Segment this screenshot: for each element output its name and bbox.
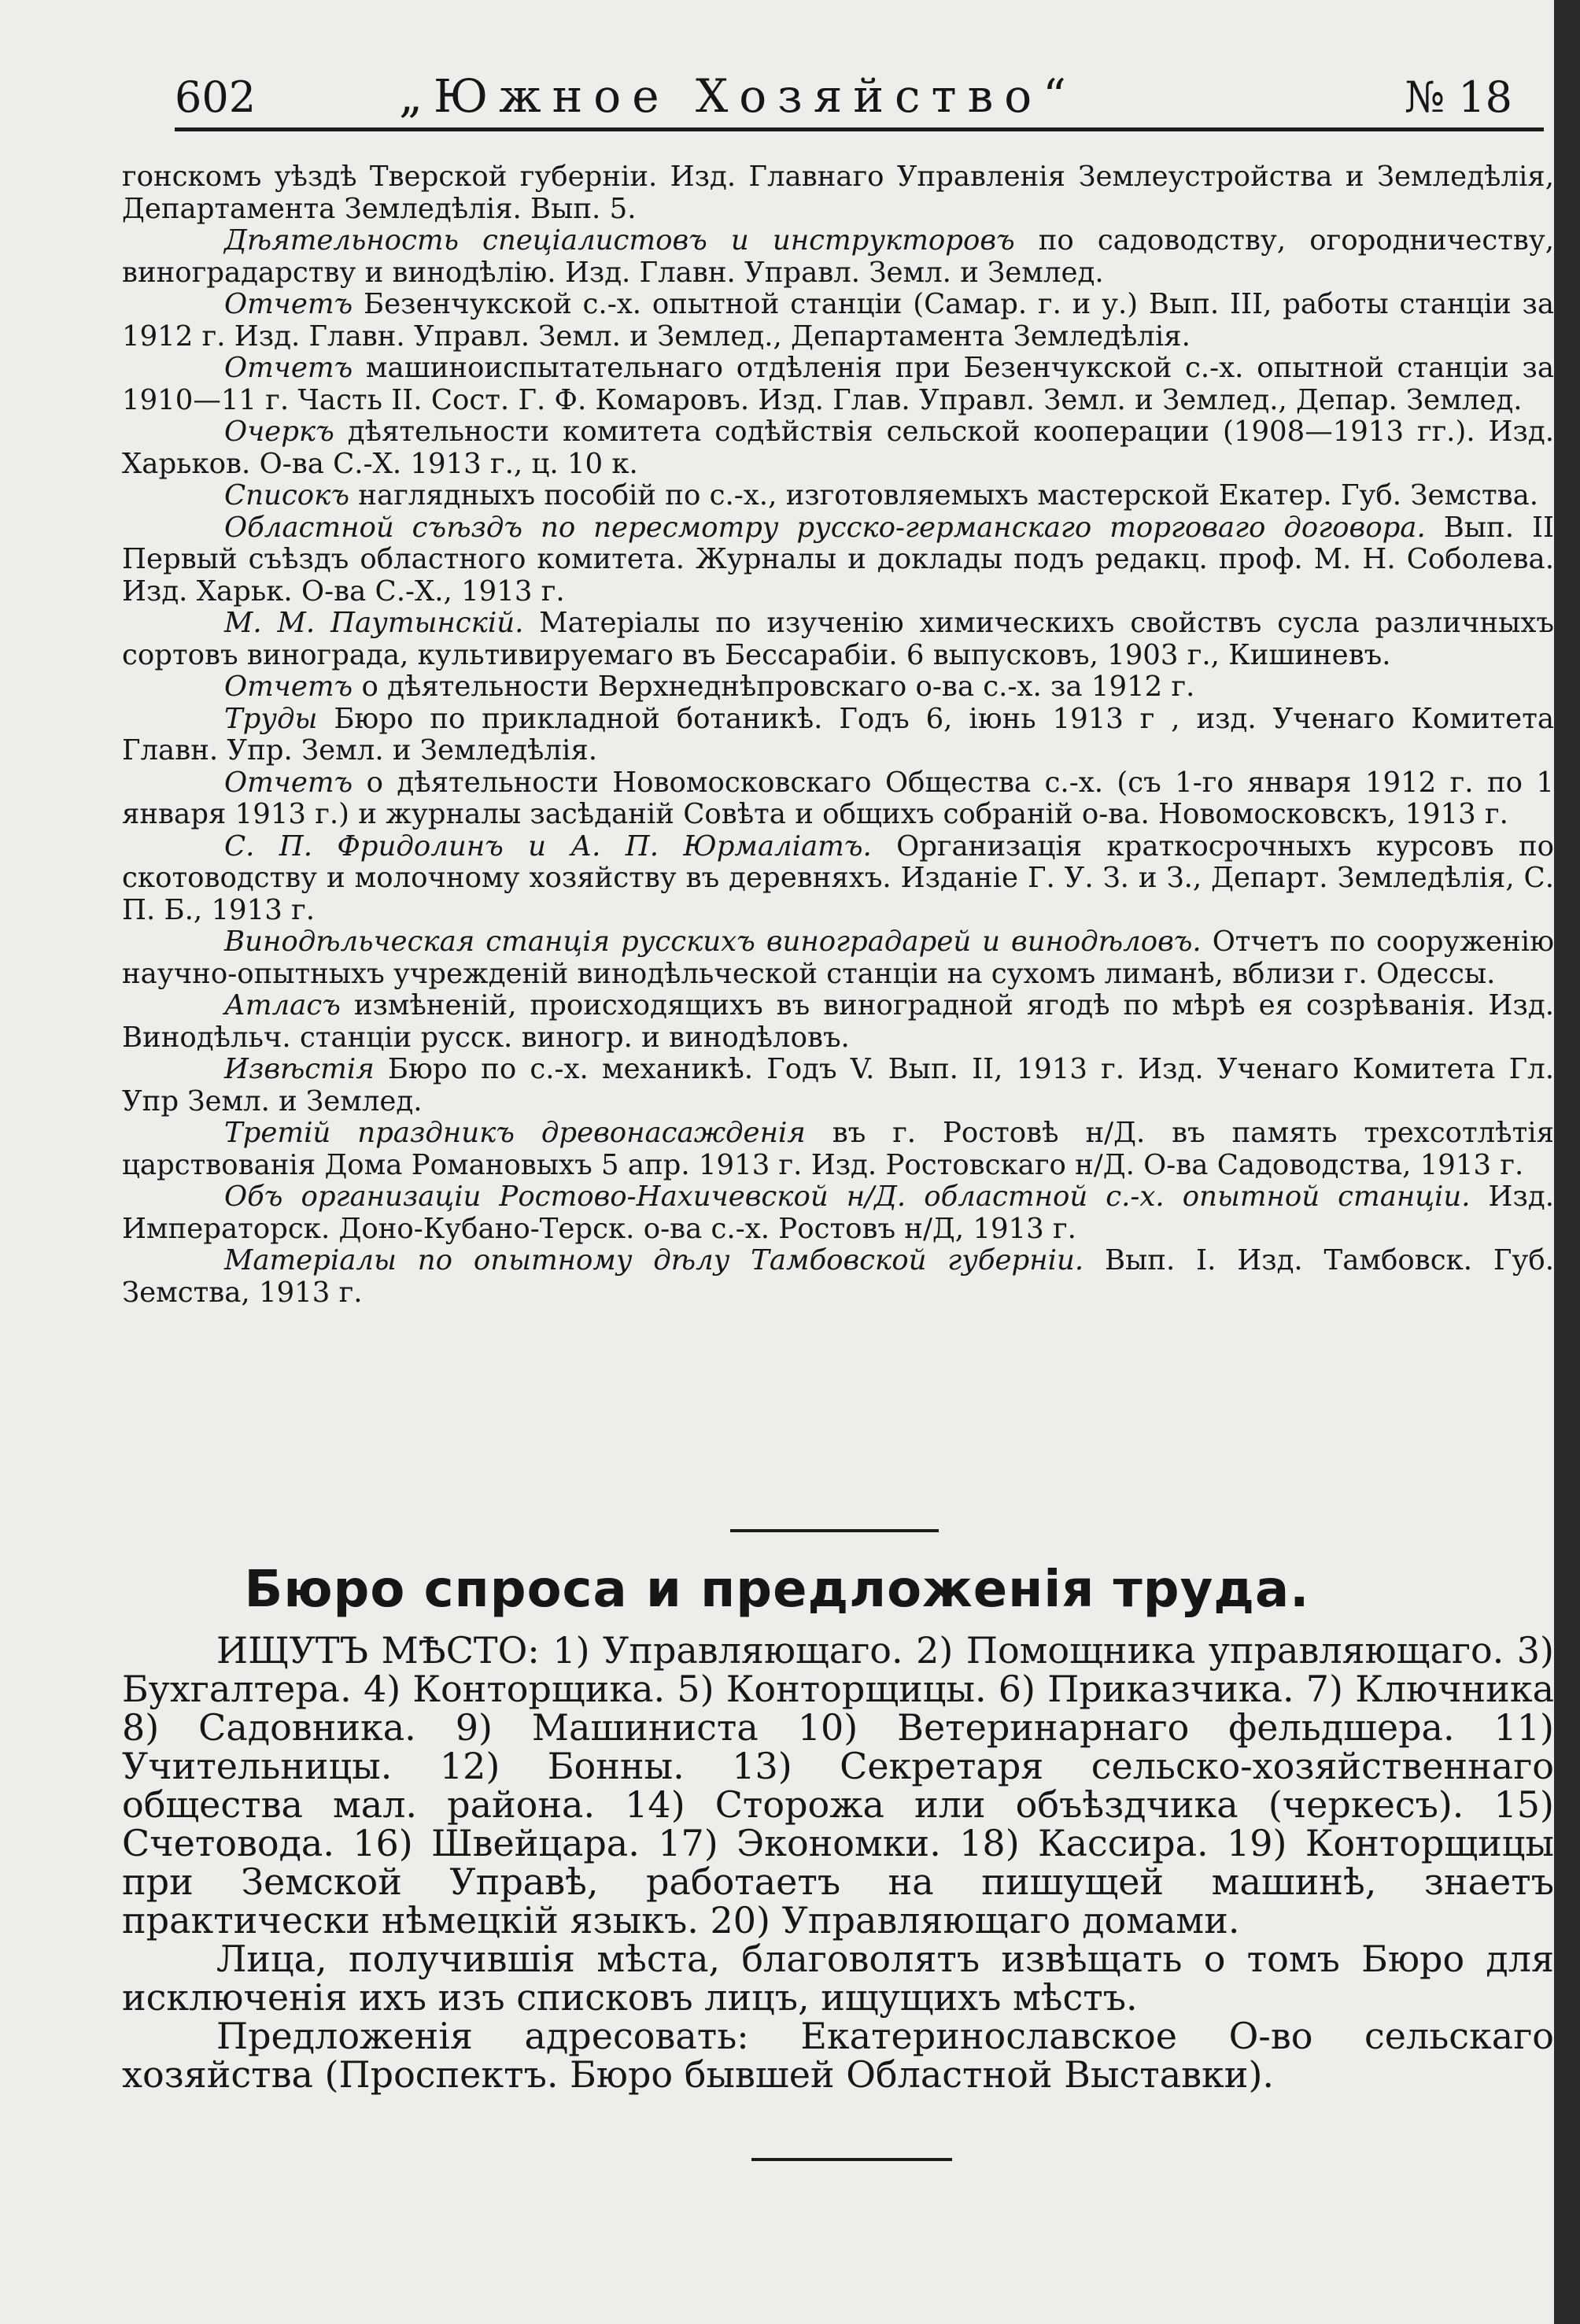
entry-text: Бюро по прикладной ботаникѣ. Годъ 6, іюнь 1913 г , изд. Ученаго Комитета Главн. Упр. Земл. и Земледѣлія. [122, 702, 1554, 767]
entry-text: Матеріалы по изученію химическихъ свойствъ сусла различныхъ сортовъ винограда, культивируемаго въ Бессарабіи. 6 выпусковъ, 1903 г., Кишиневъ. [122, 607, 1554, 671]
entry-lead: Труды [224, 702, 318, 735]
entry-text: наглядныхъ пособій по с.-х., изготовляемыхъ мастерской Екатер. Губ. Земства. [349, 479, 1539, 512]
entry-text: по садоводству, огородничеству, виноградарству и винодѣлію. Изд. Главн. Управл. Земл. и Землед. [122, 224, 1554, 289]
entry-lead: Извѣстія [224, 1053, 375, 1085]
entry-text: Безенчукской с.-х. опытной станціи (Самар. г. и у.) Вып. III, работы станціи за 1912 г. Изд. Главн. Управл. Земл. и Землед., Департамента Земледѣлія. [122, 288, 1554, 353]
journal-title: „Южное Хозяйство“ [399, 69, 1077, 123]
entry-text: измѣненій, происходящихъ въ виноградной ягодѣ по мѣрѣ ея созрѣванія. Изд. Винодѣльч. станціи русск. виногр. и винодѣловъ. [122, 989, 1554, 1054]
entry-text: Вып. II Первый съѣздъ областного комитета. Журналы и доклады подъ редакц. проф. М. Н. Соболева. Изд. Харьк. О-ва С.-Х., 1913 г. [122, 511, 1554, 608]
bibliography-entry [122, 767, 1554, 831]
bibliography-entry [122, 608, 1554, 671]
entry-text: дѣятельности комитета содѣйствія сельской кооперации (1908—1913 гг.). Изд. Харьков. О-ва С.-Х. 1913 г., ц. 10 к. [122, 416, 1554, 480]
end-divider [751, 2158, 952, 2161]
bibliography-entry [122, 1245, 1554, 1309]
entry-lead: Дѣятельность спеціалистовъ и инструкторовъ [224, 224, 1015, 257]
section-divider [730, 1529, 939, 1532]
entry-text: гонскомъ уѣздѣ Тверской губерніи. Изд. Главнаго Управленія Землеустройства и Земледѣлія, Департамента Земледѣлія. Вып. 5. [122, 161, 1554, 225]
bibliography-entry [122, 512, 1554, 608]
bibliography-entry [122, 1054, 1554, 1118]
bibliography-entry [122, 225, 1554, 289]
entry-text: Вып. I. Изд. Тамбовск. Губ. Земства, 1913 г. [122, 1244, 1554, 1309]
entry-lead: Отчетъ [224, 671, 353, 703]
entry-text: Организація краткосрочныхъ курсовъ по скотоводству и молочному хозяйству въ деревняхъ. Изданіе Г. У. З. и З., Департ. Земледѣлія, С. П. Б., 1913 г. [122, 829, 1554, 926]
entry-text: о дѣятельности Верхнеднѣпровскаго о-ва с.-х. за 1912 г. [353, 671, 1195, 703]
entry-text: о дѣятельности Новомосковскаго Общества с.-х. (съ 1-го января 1912 г. по 1 января 1913 г.) и журналы засѣданій Совѣта и общихъ собраній о-ва. Новомосковскъ, 1913 г. [122, 766, 1554, 830]
entry-lead: Списокъ [224, 479, 350, 512]
entry-lead: С. П. Фридолинъ и А. П. Юрмаліатъ. [224, 829, 872, 863]
entry-text: въ г. Ростовѣ н/Д. въ память трехсотлѣтія царствованія Дома Романовыхъ 5 апр. 1913 г. Изд. Ростовскаго н/Д. О-ва Садоводства, 1913 г. [122, 1117, 1554, 1181]
running-header [175, 69, 1512, 132]
positions-wanted-paragraph: ИЩУТЪ МѢСТО: 1) Управляющаго. 2) Помощника управляющаго. 3) Бухгалтера. 4) Конторщика. 5) Конторщицы. 6) Приказчика. 7) Ключника 8) Садовника. 9) Машиниста 10) Ветеринарнаго фельдшера. 11) Учительницы. 12) Бонны. 13) Секретаря сельско-хозяйственнаго общества мал. района. 14) Сторожа или объѣздчика (черкесъ). 15) Счетовода. 16) Швейцара. 17) Экономки. 18) Кассира. 19) Конторщицы при Земской Управѣ, работаетъ на пишущей машинѣ, знаетъ практически нѣмецкій языкъ. 20) Управляющаго домами. [122, 1629, 1554, 1942]
bibliography-entry [122, 1118, 1554, 1181]
address-paragraph: Предложенія адресовать: Екатеринославское О-во сельскаго хозяйства (Проспектъ. Бюро бывшей Областной Выставки). [122, 2015, 1554, 2096]
notification-paragraph: Лица, получившія мѣста, благоволятъ извѣщать о томъ Бюро для исключенія ихъ изъ списковъ лицъ, ищущихъ мѣстъ. [122, 1938, 1554, 2019]
entry-lead: Очеркъ [224, 416, 334, 448]
bibliography-entry [122, 926, 1554, 990]
bibliography-list [122, 161, 1554, 1309]
bibliography-entry [122, 704, 1554, 767]
entry-lead: М. М. Паутынскій. [224, 607, 524, 639]
entry-lead: Объ организаціи Ростово-Нахичевской н/Д. областной с.-х. опытной станціи. [224, 1180, 1471, 1213]
entry-lead: Отчетъ [224, 766, 353, 799]
entry-lead: Третій праздникъ древонасажденія [224, 1117, 806, 1149]
bibliography-entry [122, 990, 1554, 1054]
bibliography-entry [122, 1181, 1554, 1245]
bibliography-entry [122, 161, 1554, 225]
bibliography-entry [122, 353, 1554, 416]
page-number: 602 [175, 72, 257, 122]
entry-text: Отчетъ по сооруженію научно-опытныхъ учрежденій винодѣльческой станціи на сухомъ лиманѣ, вблизи г. Одессы. [122, 926, 1554, 990]
entry-lead: Матеріалы по опытному дѣлу Тамбовской губерніи. [224, 1244, 1084, 1277]
entry-text: машиноиспытательнаго отдѣленія при Безенчукской с.-х. опытной станціи за 1910—11 г. Часть II. Сост. Г. Ф. Комаровъ. Изд. Глав. Управл. Земл. и Землед., Депар. Землед. [122, 352, 1554, 416]
bibliography-entry [122, 671, 1554, 704]
entry-lead: Отчетъ [224, 288, 353, 320]
page-edge [1554, 0, 1580, 2324]
bibliography-entry [122, 416, 1554, 480]
header-rule [175, 127, 1544, 131]
entry-lead: Винодѣльческая станція русскихъ виноградарей и винодѣловъ. [224, 926, 1202, 958]
entry-lead: Отчетъ [224, 352, 353, 384]
entry-text: Бюро по с.-х. механикѣ. Годъ V. Вып. II, 1913 г. Изд. Ученаго Комитета Гл. Упр Земл. и Землед. [122, 1053, 1554, 1118]
entry-lead: Атласъ [224, 989, 341, 1022]
section-title: Бюро спроса и предложенія труда. [244, 1561, 1310, 1619]
labour-bureau-notice [122, 1631, 1554, 2094]
bibliography-entry [122, 480, 1554, 512]
bibliography-entry [122, 289, 1554, 353]
entry-lead: Областной съѣздъ по пересмотру русско-германскаго торговаго договора. [224, 511, 1426, 544]
bibliography-entry [122, 831, 1554, 927]
entry-text: Изд. Императорск. Доно-Кубано-Терск. о-ва с.-х. Ростовъ н/Д, 1913 г. [122, 1180, 1554, 1245]
issue-number: № 18 [1405, 72, 1512, 122]
